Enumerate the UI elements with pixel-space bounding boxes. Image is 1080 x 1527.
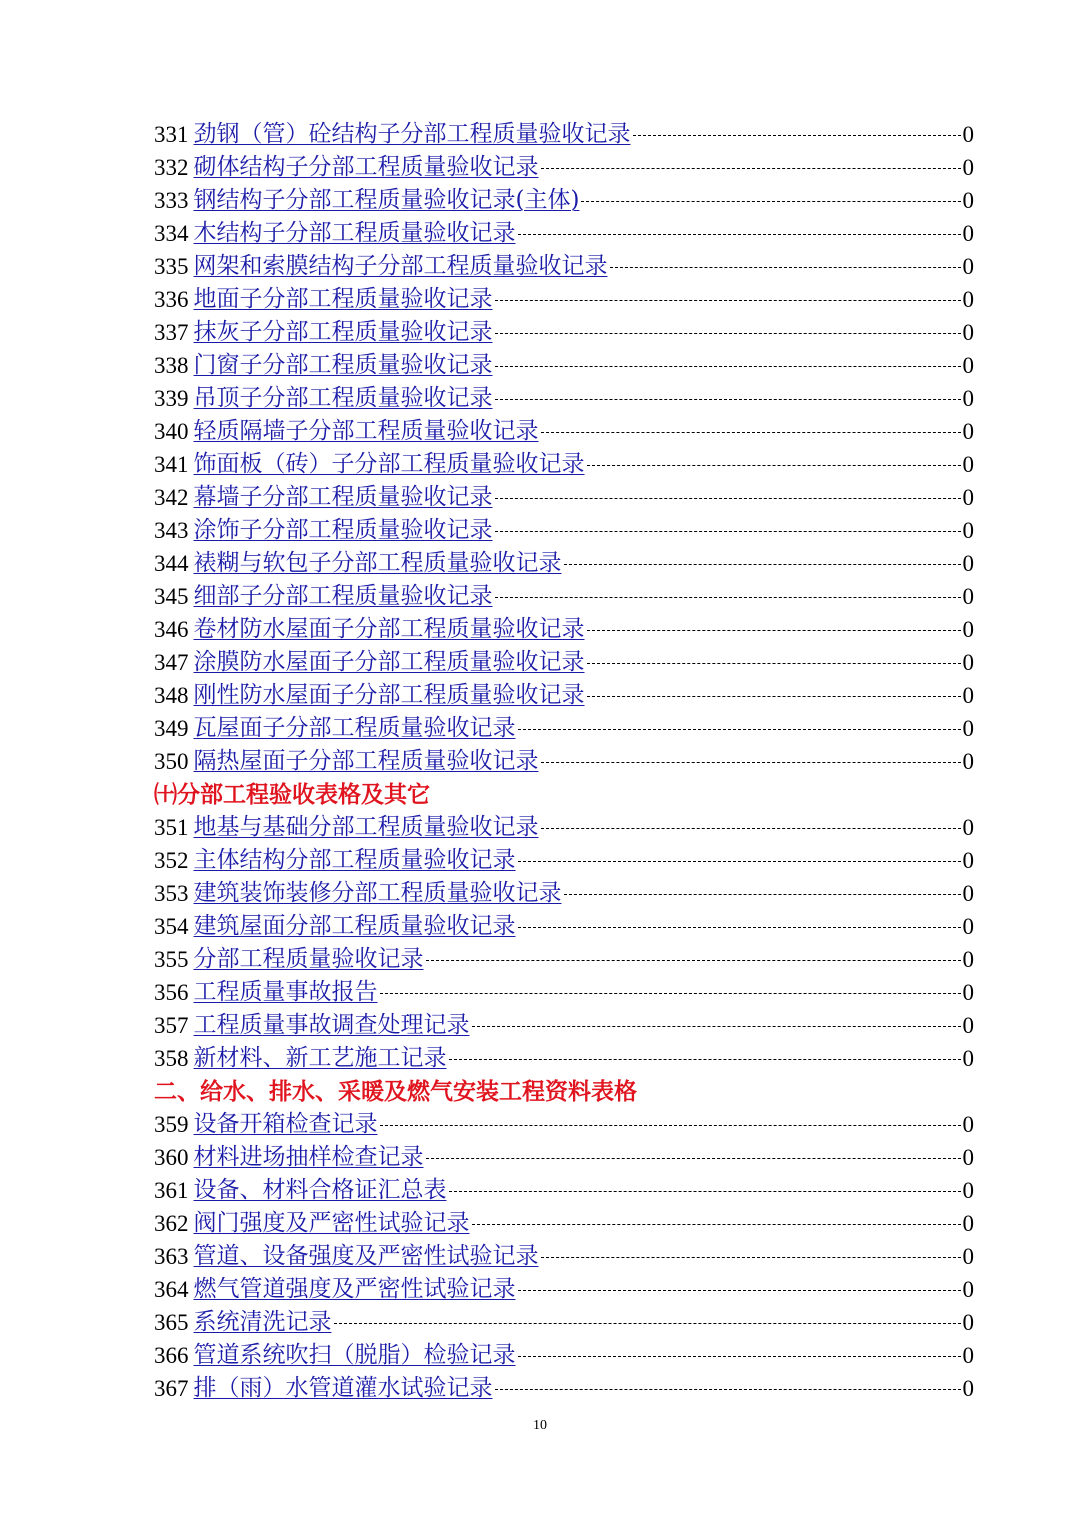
entry-page-number: 0: [962, 848, 974, 873]
entry-title-link[interactable]: 工程质量事故调查处理记录: [193, 1012, 470, 1038]
entry-number: 367: [154, 1376, 189, 1401]
entry-title-link[interactable]: 细部子分部工程质量验收记录: [193, 583, 493, 609]
entry-title-link[interactable]: 地面子分部工程质量验收记录: [193, 286, 493, 312]
dot-leader: [472, 1026, 961, 1027]
toc-entry: [154, 745, 974, 778]
dot-leader: [495, 366, 961, 367]
dot-leader: [495, 531, 961, 532]
entry-number: 360: [154, 1145, 189, 1170]
dot-leader: [541, 828, 961, 829]
entry-page-number: 0: [962, 452, 974, 477]
toc-entry: [154, 1273, 974, 1306]
entry-title-link[interactable]: 排（雨）水管道灌水试验记录: [193, 1375, 493, 1401]
entry-title-link[interactable]: 建筑装饰装修分部工程质量验收记录: [193, 880, 562, 906]
toc-entry: [154, 1174, 974, 1207]
toc-entry: [154, 1042, 974, 1075]
entry-page-number: 0: [962, 122, 974, 147]
entry-title-link[interactable]: 砌体结构子分部工程质量验收记录: [193, 154, 539, 180]
toc-entry: [154, 712, 974, 745]
entry-number: 347: [154, 650, 189, 675]
toc-entry: [154, 811, 974, 844]
entry-title-link[interactable]: 钢结构子分部工程质量验收记录(主体): [193, 187, 580, 213]
entry-number: 366: [154, 1343, 189, 1368]
toc-entry: [154, 1339, 974, 1372]
entry-page-number: 0: [962, 716, 974, 741]
toc-entry: [154, 613, 974, 646]
entry-number: 358: [154, 1046, 189, 1071]
entry-number: 340: [154, 419, 189, 444]
entry-number: 352: [154, 848, 189, 873]
entry-page-number: 0: [962, 1376, 974, 1401]
toc-entry: [154, 250, 974, 283]
entry-page-number: 0: [962, 518, 974, 543]
entry-number: 336: [154, 287, 189, 312]
entry-number: 355: [154, 947, 189, 972]
entry-number: 354: [154, 914, 189, 939]
entry-number: 331: [154, 122, 189, 147]
dot-leader: [541, 168, 961, 169]
dot-leader: [541, 762, 961, 763]
dot-leader: [334, 1323, 961, 1324]
entry-title-link[interactable]: 刚性防水屋面子分部工程质量验收记录: [193, 682, 585, 708]
dot-leader: [495, 1389, 961, 1390]
entry-title-link[interactable]: 新材料、新工艺施工记录: [193, 1045, 447, 1071]
entry-title-link[interactable]: 抹灰子分部工程质量验收记录: [193, 319, 493, 345]
entry-number: 332: [154, 155, 189, 180]
toc-entry: [154, 580, 974, 613]
entry-page-number: 0: [962, 221, 974, 246]
entry-page-number: 0: [962, 1277, 974, 1302]
entry-number: 357: [154, 1013, 189, 1038]
dot-leader: [449, 1059, 961, 1060]
entry-page-number: 0: [962, 914, 974, 939]
entry-title-link[interactable]: 网架和索膜结构子分部工程质量验收记录: [193, 253, 608, 279]
toc-entry: [154, 118, 974, 151]
entry-number: 353: [154, 881, 189, 906]
entry-page-number: 0: [962, 1178, 974, 1203]
entry-title-link[interactable]: 劲钢（管）砼结构子分部工程质量验收记录: [193, 121, 631, 147]
dot-leader: [495, 333, 961, 334]
toc-entry: [154, 316, 974, 349]
toc-entry: [154, 547, 974, 580]
toc-entry: [154, 481, 974, 514]
dot-leader: [380, 1125, 961, 1126]
entry-title-link[interactable]: 设备、材料合格证汇总表: [193, 1177, 447, 1203]
dot-leader: [518, 861, 961, 862]
entry-title-link[interactable]: 材料进场抽样检查记录: [193, 1144, 424, 1170]
entry-page-number: 0: [962, 749, 974, 774]
dot-leader: [426, 960, 961, 961]
entry-page-number: 0: [962, 386, 974, 411]
entry-page-number: 0: [962, 683, 974, 708]
dot-leader: [495, 498, 961, 499]
entry-number: 339: [154, 386, 189, 411]
entry-title-link[interactable]: 门窗子分部工程质量验收记录: [193, 352, 493, 378]
entry-page-number: 0: [962, 287, 974, 312]
dot-leader: [449, 1191, 961, 1192]
section-heading: [154, 1075, 974, 1108]
entry-number: 337: [154, 320, 189, 345]
entry-title-link[interactable]: 管道、设备强度及严密性试验记录: [193, 1243, 539, 1269]
table-of-contents: [154, 118, 974, 1405]
toc-entry: [154, 877, 974, 910]
entry-page-number: 0: [962, 320, 974, 345]
entry-title-link[interactable]: 工程质量事故报告: [193, 979, 378, 1005]
entry-title-link[interactable]: 地基与基础分部工程质量验收记录: [193, 814, 539, 840]
entry-page-number: 0: [962, 1112, 974, 1137]
dot-leader: [587, 630, 961, 631]
entry-number: 351: [154, 815, 189, 840]
entry-number: 362: [154, 1211, 189, 1236]
toc-entry: [154, 1306, 974, 1339]
entry-number: 350: [154, 749, 189, 774]
dot-leader: [426, 1158, 961, 1159]
entry-number: 338: [154, 353, 189, 378]
entry-page-number: 0: [962, 1310, 974, 1335]
entry-title-link[interactable]: 系统清洗记录: [193, 1309, 332, 1335]
entry-title-link[interactable]: 分部工程质量验收记录: [193, 946, 424, 972]
toc-entry: [154, 1372, 974, 1405]
entry-title-link[interactable]: 轻质隔墙子分部工程质量验收记录: [193, 418, 539, 444]
toc-entry: [154, 415, 974, 448]
dot-leader: [581, 201, 960, 202]
toc-entry: [154, 217, 974, 250]
entry-page-number: 0: [962, 1046, 974, 1071]
entry-page-number: 0: [962, 1343, 974, 1368]
toc-entry: [154, 1240, 974, 1273]
entry-title-link[interactable]: 木结构子分部工程质量验收记录: [193, 220, 516, 246]
entry-number: 346: [154, 617, 189, 642]
dot-leader: [564, 564, 961, 565]
dot-leader: [610, 267, 961, 268]
toc-entry: [154, 1108, 974, 1141]
toc-entry: [154, 646, 974, 679]
toc-entry: [154, 1207, 974, 1240]
dot-leader: [495, 597, 961, 598]
section-title: 二、给水、排水、采暖及燃气安装工程资料表格: [154, 1078, 637, 1105]
entry-title-link[interactable]: 吊顶子分部工程质量验收记录: [193, 385, 493, 411]
section-heading: [154, 778, 974, 811]
dot-leader: [587, 465, 961, 466]
dot-leader: [587, 696, 961, 697]
entry-title-link[interactable]: 瓦屋面子分部工程质量验收记录: [193, 715, 516, 741]
entry-number: 363: [154, 1244, 189, 1269]
entry-page-number: 0: [962, 155, 974, 180]
entry-title-link[interactable]: 涂饰子分部工程质量验收记录: [193, 517, 493, 543]
entry-number: 361: [154, 1178, 189, 1203]
entry-title-link[interactable]: 燃气管道强度及严密性试验记录: [193, 1276, 516, 1302]
entry-page-number: 0: [962, 650, 974, 675]
section-title: ㈩分部工程验收表格及其它: [154, 781, 430, 808]
dot-leader: [495, 399, 961, 400]
entry-page-number: 0: [962, 419, 974, 444]
entry-page-number: 0: [962, 584, 974, 609]
entry-title-link[interactable]: 管道系统吹扫（脱脂）检验记录: [193, 1342, 516, 1368]
toc-entry: [154, 283, 974, 316]
entry-number: 348: [154, 683, 189, 708]
entry-page-number: 0: [962, 1013, 974, 1038]
toc-entry: [154, 910, 974, 943]
entry-page-number: 0: [962, 188, 974, 213]
entry-title-link[interactable]: 建筑屋面分部工程质量验收记录: [193, 913, 516, 939]
dot-leader: [587, 663, 961, 664]
entry-page-number: 0: [962, 551, 974, 576]
entry-page-number: 0: [962, 1244, 974, 1269]
dot-leader: [633, 135, 961, 136]
toc-entry: [154, 184, 974, 217]
entry-page-number: 0: [962, 881, 974, 906]
toc-entry: [154, 976, 974, 1009]
dot-leader: [518, 729, 961, 730]
dot-leader: [518, 1290, 961, 1291]
entry-page-number: 0: [962, 617, 974, 642]
entry-number: 359: [154, 1112, 189, 1137]
dot-leader: [495, 300, 961, 301]
entry-title-link[interactable]: 幕墙子分部工程质量验收记录: [193, 484, 493, 510]
entry-number: 364: [154, 1277, 189, 1302]
entry-title-link[interactable]: 饰面板（砖）子分部工程质量验收记录: [193, 451, 585, 477]
entry-page-number: 0: [962, 353, 974, 378]
entry-page-number: 0: [962, 485, 974, 510]
dot-leader: [564, 894, 961, 895]
dot-leader: [541, 432, 961, 433]
toc-entry: [154, 514, 974, 547]
entry-number: 334: [154, 221, 189, 246]
entry-title-link[interactable]: 设备开箱检查记录: [193, 1111, 378, 1137]
entry-page-number: 0: [962, 980, 974, 1005]
entry-page-number: 0: [962, 254, 974, 279]
entry-title-link[interactable]: 隔热屋面子分部工程质量验收记录: [193, 748, 539, 774]
toc-entry: [154, 448, 974, 481]
entry-title-link[interactable]: 涂膜防水屋面子分部工程质量验收记录: [193, 649, 585, 675]
toc-entry: [154, 1009, 974, 1042]
entry-title-link[interactable]: 阀门强度及严密性试验记录: [193, 1210, 470, 1236]
page-number: 10: [533, 1418, 547, 1433]
entry-page-number: 0: [962, 947, 974, 972]
toc-entry: [154, 382, 974, 415]
entry-page-number: 0: [962, 1211, 974, 1236]
entry-title-link[interactable]: 裱糊与软包子分部工程质量验收记录: [193, 550, 562, 576]
dot-leader: [518, 1356, 961, 1357]
entry-page-number: 0: [962, 815, 974, 840]
toc-entry: [154, 679, 974, 712]
entry-number: 345: [154, 584, 189, 609]
entry-number: 335: [154, 254, 189, 279]
entry-title-link[interactable]: 主体结构分部工程质量验收记录: [193, 847, 516, 873]
entry-title-link[interactable]: 卷材防水屋面子分部工程质量验收记录: [193, 616, 585, 642]
dot-leader: [380, 993, 961, 994]
toc-entry: [154, 844, 974, 877]
toc-entry: [154, 943, 974, 976]
dot-leader: [518, 927, 961, 928]
entry-number: 349: [154, 716, 189, 741]
dot-leader: [518, 234, 961, 235]
toc-entry: [154, 151, 974, 184]
entry-number: 343: [154, 518, 189, 543]
entry-number: 341: [154, 452, 189, 477]
entry-number: 333: [154, 188, 189, 213]
dot-leader: [541, 1257, 961, 1258]
dot-leader: [472, 1224, 961, 1225]
entry-number: 365: [154, 1310, 189, 1335]
entry-number: 344: [154, 551, 189, 576]
entry-page-number: 0: [962, 1145, 974, 1170]
entry-number: 356: [154, 980, 189, 1005]
entry-number: 342: [154, 485, 189, 510]
toc-entry: [154, 349, 974, 382]
toc-entry: [154, 1141, 974, 1174]
